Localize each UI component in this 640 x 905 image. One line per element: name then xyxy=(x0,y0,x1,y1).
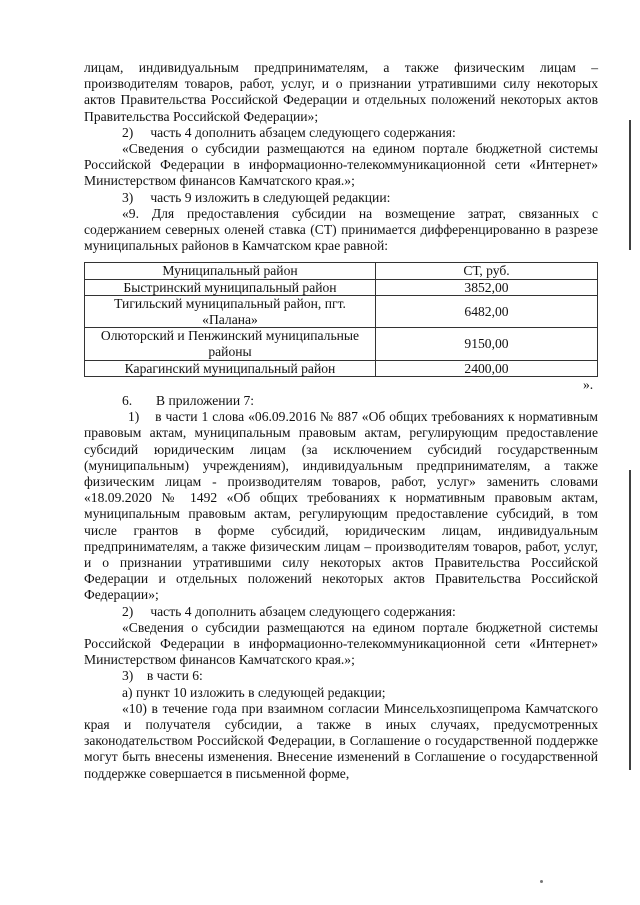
item-6-2-heading: 2) часть 4 дополнить абзацем следующего содержания: xyxy=(122,603,456,619)
table-cell-rate: 9150,00 xyxy=(376,328,598,360)
table-cell-district: Олюторский и Пенжинский муниципальные районы xyxy=(85,328,376,360)
document-body-top xyxy=(84,60,598,254)
table-cell-rate: 6482,00 xyxy=(376,296,598,328)
table-row xyxy=(85,360,598,377)
rate-table-container xyxy=(84,262,598,377)
item-6-2-quote: «Сведения о субсидии размещаются на едином портале бюджетной системы Российской Федерации в информационно-телекоммуникационной сети «Интернет» Министерством финансов Камчатского края.»; xyxy=(84,619,598,668)
scan-edge-line xyxy=(629,120,631,250)
document-body-bottom xyxy=(84,393,598,782)
table-cell-district: Быстринский муниципальный район xyxy=(85,279,376,296)
table-cell-district: Тигильский муниципальный район, пгт. «Палана» xyxy=(85,296,376,328)
item-6-3-heading: 3) в части 6: xyxy=(122,668,203,684)
paragraph-continuation: лицам, индивидуальным предпринимателям, а также физическим лицам – производителям товаров, работ, услуг, и о признании утратившими силу некоторых актов Правительства Российской Федерации и отдельных положений некоторых актов Правительства Российской Федерации»; xyxy=(84,60,598,124)
table-row xyxy=(85,279,598,296)
table-header-row xyxy=(85,263,598,280)
item-6-3-a: а) пункт 10 изложить в следующей редакции; xyxy=(122,684,386,700)
item-6-1: 1) в части 1 слова «06.09.2016 № 887 «Об общих требованиях к нормативным правовым актам, муниципальным правовым актам, регулирующим предоставление субсидий юридическим лицам (за исключением субсидий государственным (муниципальным) учреждениям), индивидуальным предпринимателям, а также физическим лицам - производителям товаров, работ, услуг» заменить словами «18.09.2020 № 1492 «Об общих требованиях к нормативным правовым актам, муниципальным правовым актам, регулирующим предоставление субсидий, в том числе грантов в форме субсидий, юридическим лицам, индивидуальным предпринимателям, а также физическим лицам – производителям товаров, работ, услуг, и о признании утратившими силу некоторых актов Правительства Российской Федерации и отдельных положений некоторых актов Правительства Российской Федерации»; xyxy=(84,409,598,603)
scan-edge-line xyxy=(629,470,631,770)
table-cell-rate: 2400,00 xyxy=(376,360,598,377)
table-closing-quote: ». xyxy=(583,377,594,392)
scan-speck xyxy=(540,880,543,883)
table-header-rate: СТ, руб. xyxy=(376,263,598,280)
rate-table xyxy=(84,262,598,377)
table-header-district: Муниципальный район xyxy=(85,263,376,280)
item-2-heading: 2) часть 4 дополнить абзацем следующего содержания: xyxy=(122,124,456,140)
item-6-3-quote: «10) в течение года при взаимном согласии Минсельхозпищепрома Камчатского края и получателя субсидии, а также в иных случаях, предусмотренных законодательством Российской Федерации, в Соглашение о государственной поддержке могут быть внесены изменения. Внесение изменений в Соглашение о государственной поддержке совершается в письменной форме, xyxy=(84,700,598,781)
table-cell-rate: 3852,00 xyxy=(376,279,598,296)
item-3-quote: «9. Для предоставления субсидии на возмещение затрат, связанных с содержанием северных оленей ставка (СТ) принимается дифференцированно в разрезе муниципальных районов в Камчатском крае равной: xyxy=(84,205,598,254)
table-row xyxy=(85,296,598,328)
table-row xyxy=(85,328,598,360)
item-6-heading: 6. В приложении 7: xyxy=(122,393,255,408)
item-2-quote: «Сведения о субсидии размещаются на едином портале бюджетной системы Российской Федерации в информационно-телекоммуникационной сети «Интернет» Министерством финансов Камчатского края.»; xyxy=(84,141,598,189)
item-3-heading: 3) часть 9 изложить в следующей редакции: xyxy=(122,189,391,205)
table-cell-district: Карагинский муниципальный район xyxy=(85,360,376,377)
